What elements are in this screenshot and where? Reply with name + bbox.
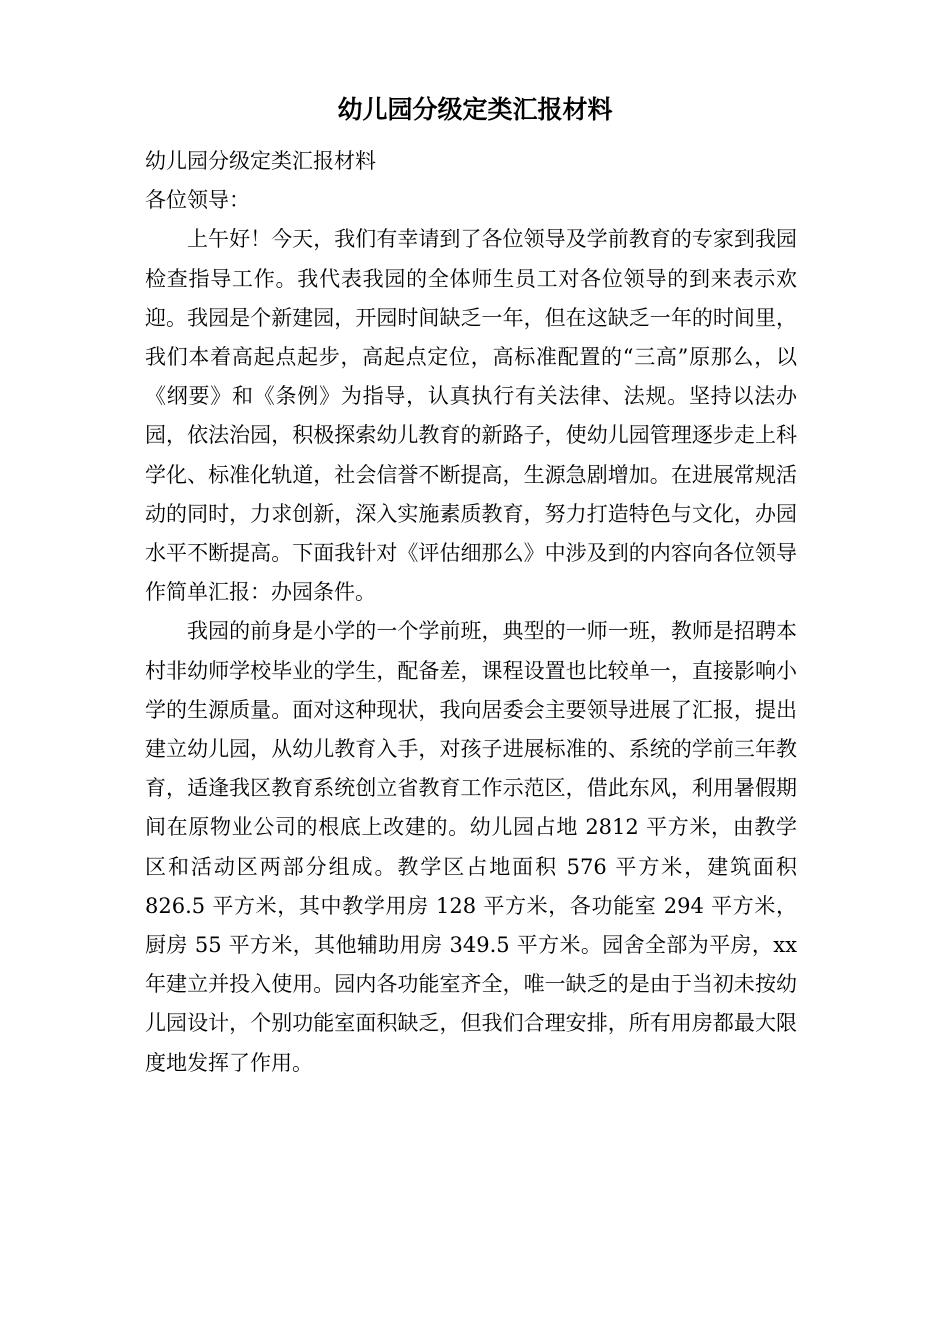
document-title: 幼儿园分级定类汇报材料	[337, 95, 613, 124]
salutation: 各位领导：	[145, 188, 250, 213]
paragraph-intro: 上午好！今天，我们有幸请到了各位领导及学前教育的专家到我园检查指导工作。我代表我园的全体师生员工对各位领导的到来表示欢迎。我园是个新建园，开园时间缺乏一年，但在这缺乏一年的时间里，我们本着高起点起步，高起点定位，高标准配置的“三高”原那么，以《纲要》和《条例》为指导，认真执行有关法律、法规。坚持以法办园，依法治园，积极探索幼儿教育的新路子，使幼儿园管理逐步走上科学化、标准化轨道，社会信誉不断提高，生源急剧增加。在进展常规活动的同时，力求创新，深入实施素质教育，努力打造特色与文化，办园水平不断提高。下面我针对《评估细那么》中涉及到的内容向各位领导作简单汇报：办园条件。	[145, 227, 797, 605]
document-body	[145, 142, 797, 1083]
paragraph-history: 我园的前身是小学的一个学前班，典型的一师一班，教师是招聘本村非幼师学校毕业的学生，配备差，课程设置也比较单一，直接影响小学的生源质量。面对这种现状，我向居委会主要领导进展了汇报，提出建立幼儿园，从幼儿教育入手，对孩子进展标准的、系统的学前三年教育，适逢我区教育系统创立省教育工作示范区，借此东风，利用暑假期间在原物业公司的根底上改建的。幼儿园占地 2812 平方米，由教学区和活动区两部分组成。教学区占地面积 576 平方米，建筑面积 826.5 平方米，其中教学用房 128 平方米，各功能室 294 平方米，厨房 55 平方米，其他辅助用房 349.5 平方米。园舍全部为平房，xx 年建立并投入使用。园内各功能室齐全，唯一缺乏的是由于当初未按幼儿园设计，个别功能室面积缺乏，但我们合理安排，所有用房都最大限度地发挥了作用。	[145, 619, 797, 1075]
document-subtitle: 幼儿园分级定类汇报材料	[145, 149, 376, 173]
